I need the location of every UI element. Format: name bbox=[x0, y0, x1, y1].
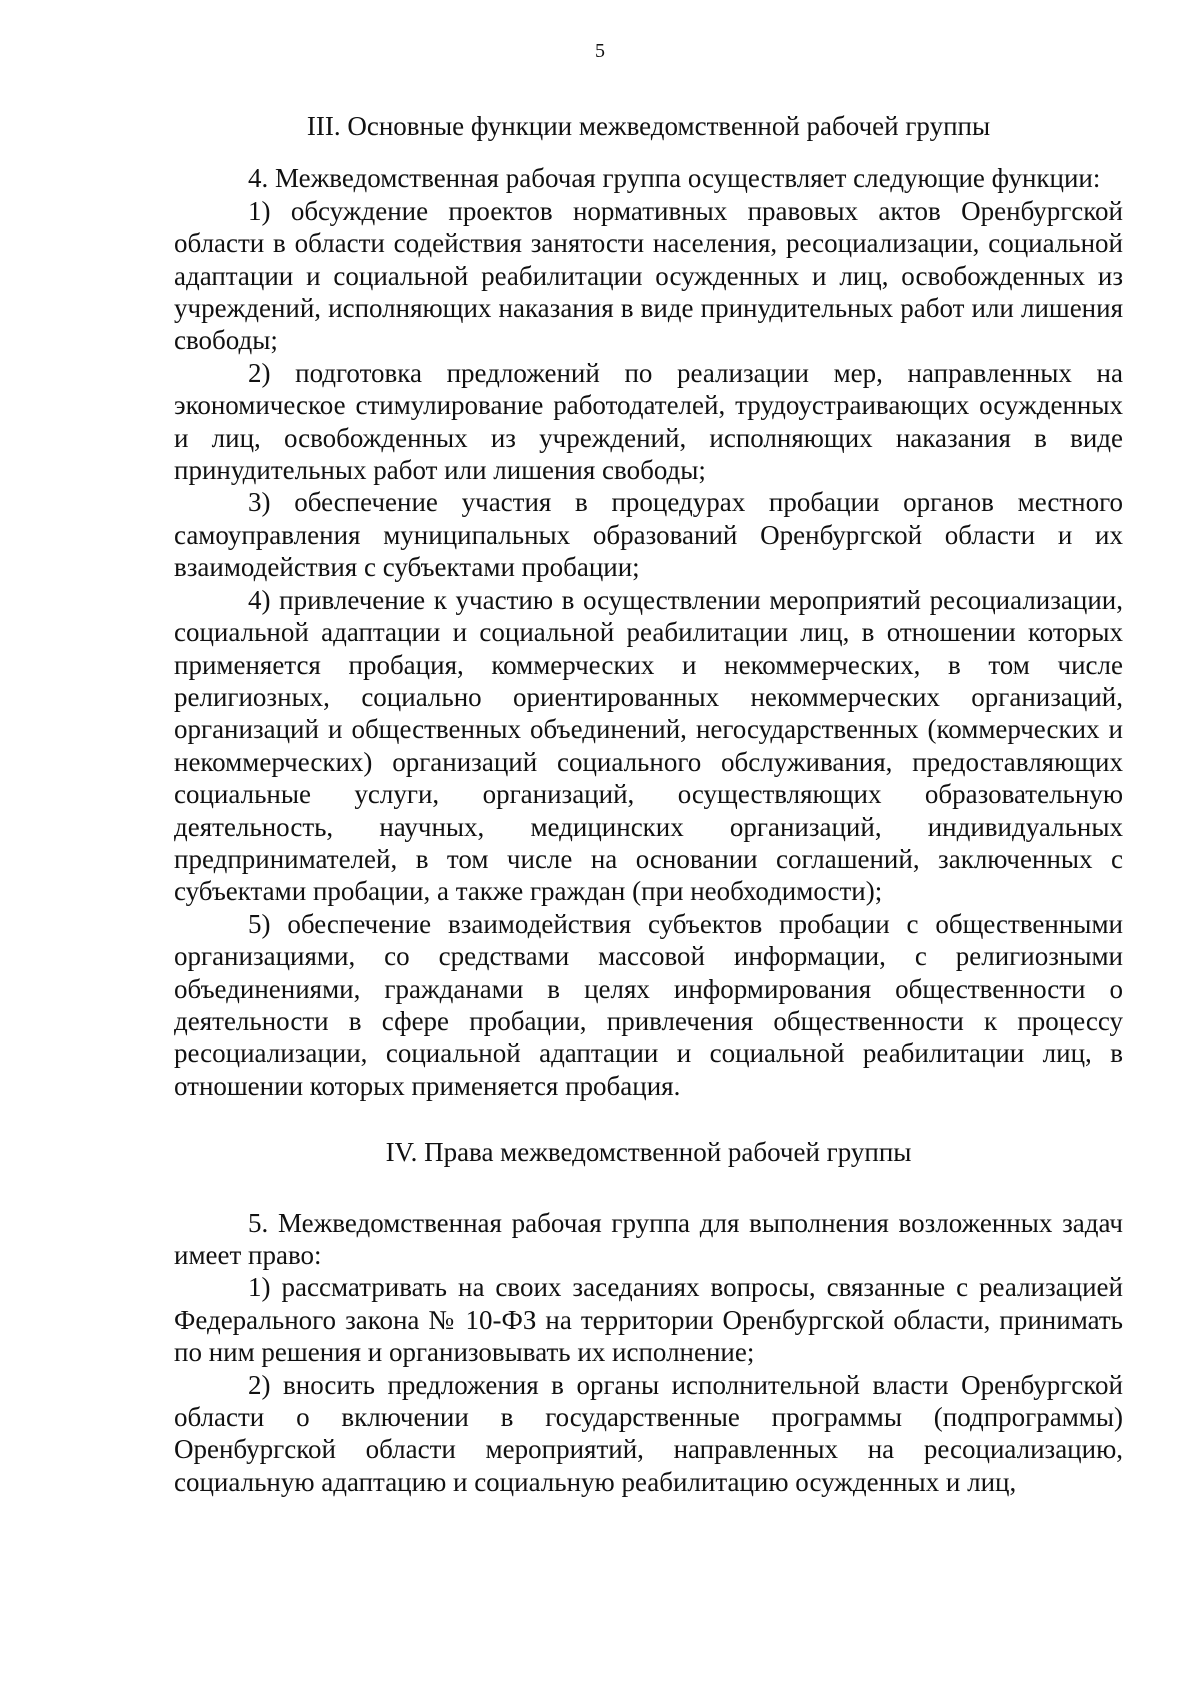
paragraph-5: 5. Межведомственная рабочая группа для выполнения возложенных задач имеет право: bbox=[174, 1207, 1123, 1270]
paragraph-4: 4. Межведомственная рабочая группа осуществляет следующие функции: bbox=[248, 163, 1101, 194]
page-number: 5 bbox=[595, 40, 605, 62]
paragraph-5-item-2: 2) вносить предложения в органы исполнительной власти Оренбургской области о включении в государственные программы (подпрограммы) Оренбургской области мероприятий, направленных на ресоциализацию, социальную адаптацию и социальную реабилитацию осужденных и лиц, bbox=[174, 1369, 1123, 1497]
paragraph-4-item-4: 4) привлечение к участию в осуществлении мероприятий ресоциализации, социальной адаптации и социальной реабилитации лиц, в отношении которых применяется пробация, коммерческих и некоммерческих, в том числе религиозных, социально ориентированных некоммерческих организаций, организаций и общественных объединений, негосударственных (коммерческих и некоммерческих) организаций социального обслуживания, предоставляющих социальные услуги, организаций, осуществляющих образовательную деятельность, научных, медицинских организаций, индивидуальных предпринимателей, в том числе на основании соглашений, заключенных с субъектами пробации, а также граждан (при необходимости); bbox=[174, 584, 1123, 907]
section-3-title: III. Основные функции межведомственной рабочей группы bbox=[306, 111, 991, 141]
section-4-title: IV. Права межведомственной рабочей группы bbox=[385, 1137, 912, 1168]
paragraph-4-item-3: 3) обеспечение участия в процедурах пробации органов местного самоуправления муниципальных образований Оренбургской области и их взаимодействия с субъектами пробации; bbox=[174, 487, 1123, 583]
document-body bbox=[174, 110, 1123, 1498]
paragraph-4-item-1: 1) обсуждение проектов нормативных правовых актов Оренбургской области в области содействия занятости населения, ресоциализации, социальной адаптации и социальной реабилитации осужденных и лиц, освобожденных из учреждений, исполняющих наказания в виде принудительных работ или лишения свободы; bbox=[174, 195, 1123, 356]
paragraph-5-item-1: 1) рассматривать на своих заседаниях вопросы, связанные с реализацией Федерального закона № 10-ФЗ на территории Оренбургской области, принимать по ним решения и организовывать их исполнение; bbox=[174, 1272, 1123, 1368]
paragraph-4-item-5: 5) обеспечение взаимодействия субъектов пробации с общественными организациями, со средствами массовой информации, с религиозными объединениями, гражданами в целях информирования общественности о деятельности в сфере пробации, привлечения общественности к процессу ресоциализации, социальной адаптации и социальной реабилитации лиц, в отношении которых применяется пробация. bbox=[174, 908, 1123, 1101]
paragraph-4-item-2: 2) подготовка предложений по реализации мер, направленных на экономическое стимулирование работодателей, трудоустраивающих осужденных и лиц, освобожденных из учреждений, исполняющих наказания в виде принудительных работ или лишения свободы; bbox=[174, 357, 1123, 486]
